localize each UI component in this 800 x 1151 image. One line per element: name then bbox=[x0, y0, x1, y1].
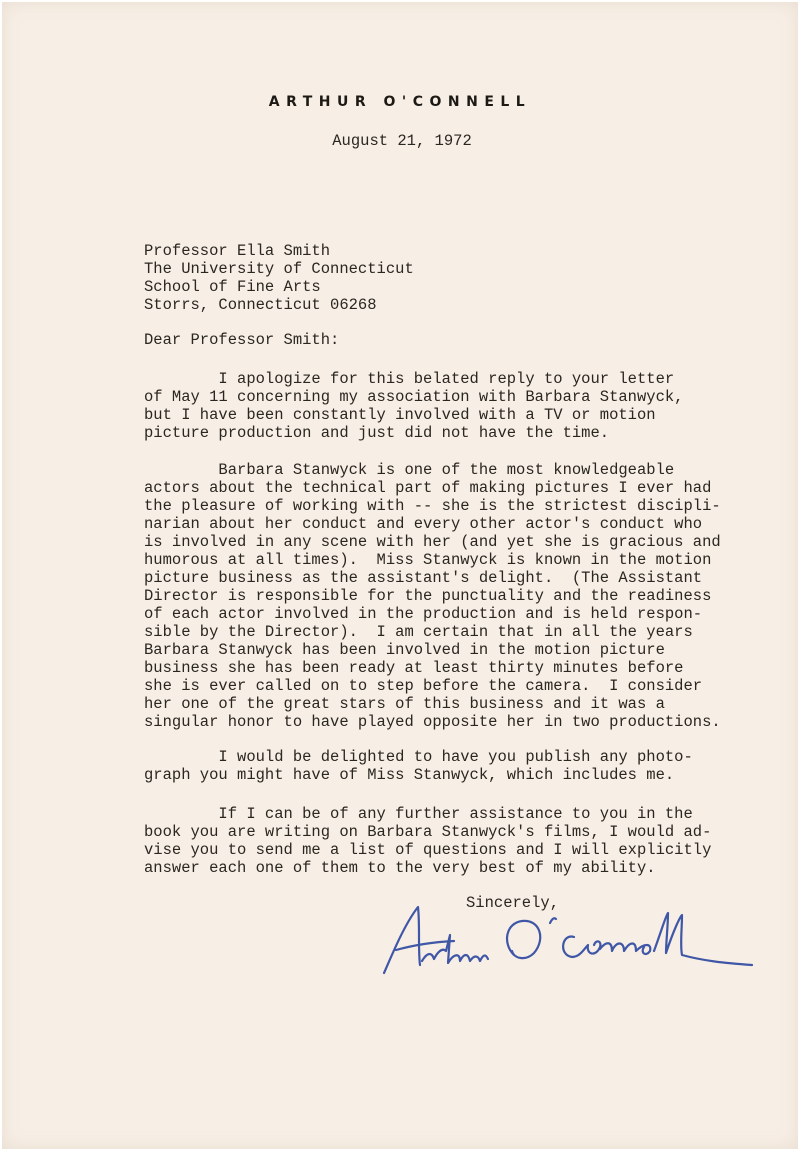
text-line: but I have been constantly involved with a TV or motion bbox=[144, 406, 656, 424]
text-line: Barbara Stanwyck is one of the most knowledgeable bbox=[144, 461, 675, 479]
paragraph-3 bbox=[144, 748, 693, 784]
text-line: of May 11 concerning my association with Barbara Stanwyck, bbox=[144, 388, 684, 406]
text-line: picture production and just did not have the time. bbox=[144, 424, 610, 442]
text-line: answer each one of them to the very best of my ability. bbox=[144, 859, 656, 877]
salutation: Dear Professor Smith: bbox=[144, 331, 340, 349]
recipient-address bbox=[144, 242, 414, 314]
text-line: the pleasure of working with -- she is the strictest discipli- bbox=[144, 497, 721, 515]
paragraph-1 bbox=[144, 370, 684, 442]
address-line: Professor Ella Smith bbox=[144, 242, 331, 260]
handwritten-signature bbox=[374, 895, 764, 985]
text-line: of each actor involved in the production and is held respon- bbox=[144, 605, 703, 623]
letterhead: ARTHUR O'CONNELL bbox=[268, 94, 532, 110]
text-line: graph you might have of Miss Stanwyck, which includes me. bbox=[144, 766, 675, 784]
address-line: Storrs, Connecticut 06268 bbox=[144, 296, 377, 314]
text-line: I would be delighted to have you publish any photo- bbox=[144, 748, 693, 766]
text-line: Barbara Stanwyck has been involved in the motion picture bbox=[144, 641, 665, 659]
text-line: her one of the great stars of this business and it was a bbox=[144, 695, 665, 713]
paragraph-2 bbox=[144, 461, 721, 731]
text-line: Director is responsible for the punctuality and the readiness bbox=[144, 587, 712, 605]
text-line: I apologize for this belated reply to your letter bbox=[144, 370, 675, 388]
paragraph-4 bbox=[144, 805, 711, 877]
text-line: business she has been ready at least thirty minutes before bbox=[144, 659, 684, 677]
text-line: singular honor to have played opposite her in two productions. bbox=[144, 713, 721, 731]
closing: Sincerely, bbox=[466, 894, 560, 912]
text-line: book you are writing on Barbara Stanwyck's films, I would ad- bbox=[144, 823, 712, 841]
text-line: sible by the Director). I am certain that in all the years bbox=[144, 623, 693, 641]
text-line: she is ever called on to step before the camera. I consider bbox=[144, 677, 703, 695]
text-line: humorous at all times). Miss Stanwyck is known in the motion bbox=[144, 551, 712, 569]
text-line: actors about the technical part of making pictures I ever had bbox=[144, 479, 712, 497]
letter-date: August 21, 1972 bbox=[332, 132, 472, 150]
text-line: is involved in any scene with her (and yet she is gracious and bbox=[144, 533, 721, 551]
address-line: School of Fine Arts bbox=[144, 278, 321, 296]
text-line: If I can be of any further assistance to you in the bbox=[144, 805, 693, 823]
text-line: picture business as the assistant's delight. (The Assistant bbox=[144, 569, 703, 587]
letter-page bbox=[2, 2, 798, 1149]
address-line: The University of Connecticut bbox=[144, 260, 414, 278]
text-line: narian about her conduct and every other actor's conduct who bbox=[144, 515, 703, 533]
text-line: vise you to send me a list of questions and I will explicitly bbox=[144, 841, 712, 859]
